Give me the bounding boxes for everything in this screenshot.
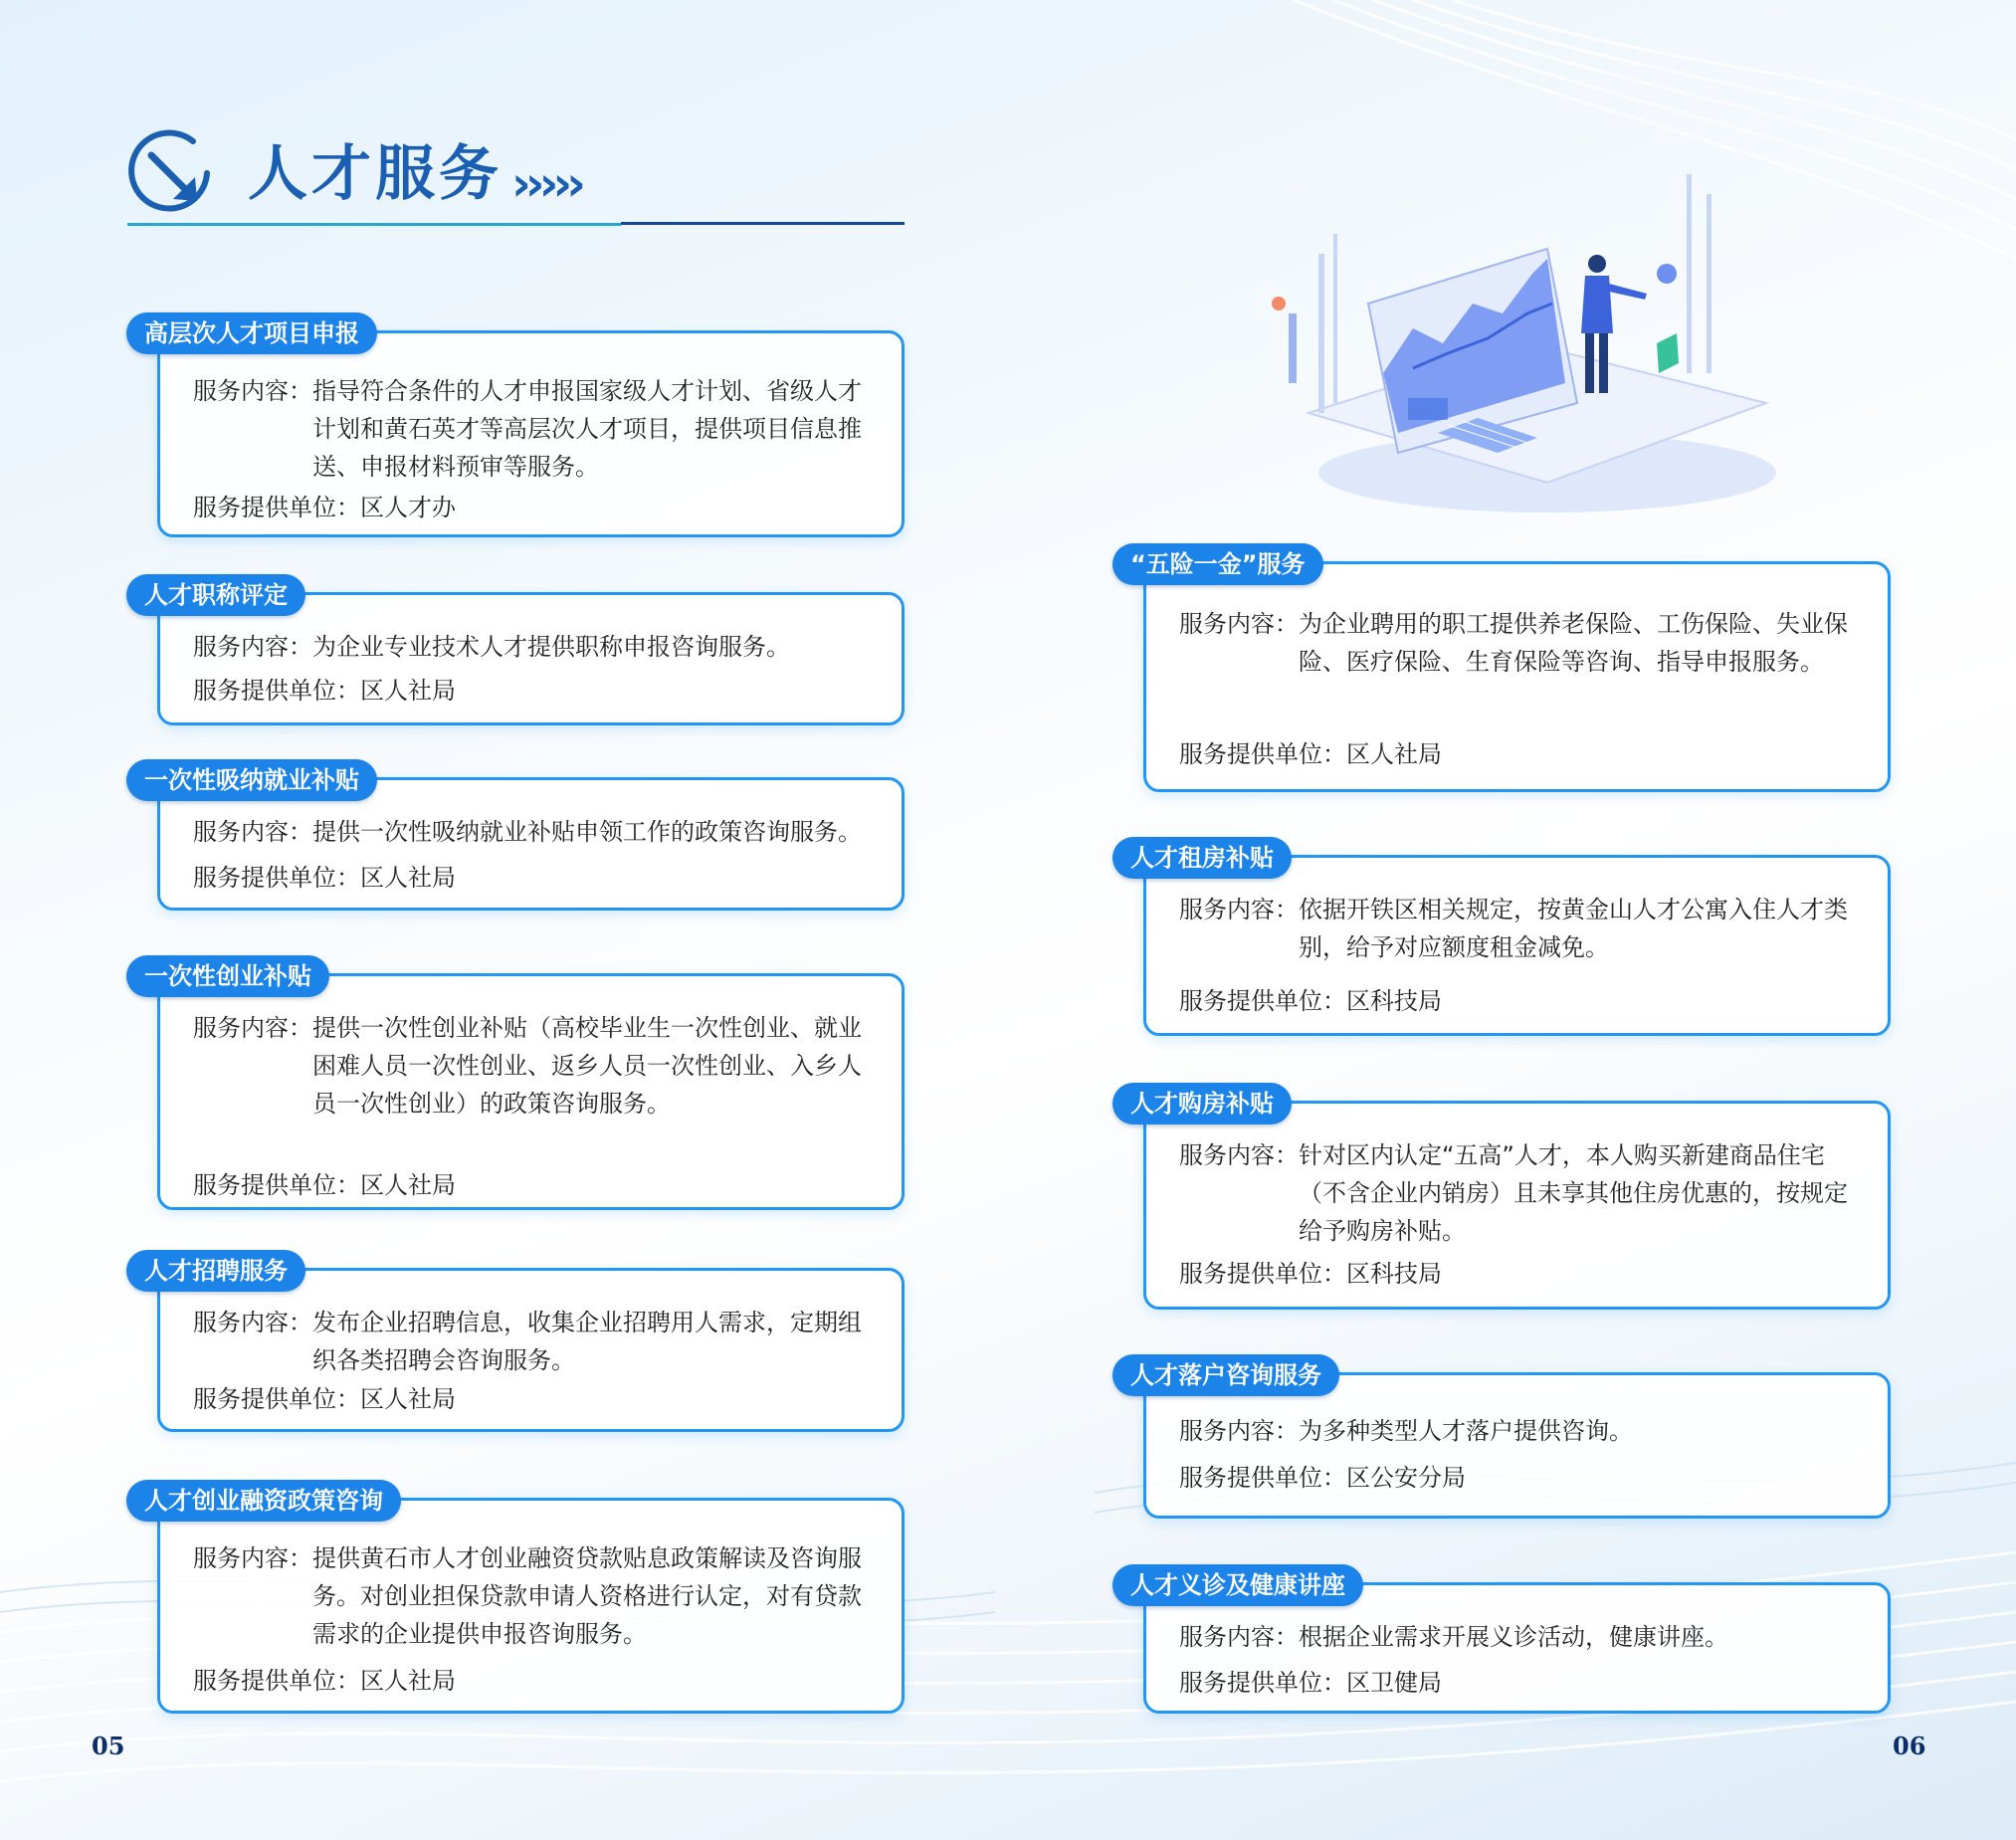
card-tag: 人才职称评定 bbox=[126, 574, 305, 616]
page-number-right: 06 bbox=[1893, 1732, 1926, 1760]
provider-label: 服务提供单位： bbox=[1179, 1464, 1346, 1492]
arrow-circle-icon bbox=[123, 127, 215, 219]
content-text: 发布企业招聘信息，收集企业招聘用人需求，定期组织各类招聘会咨询服务。 bbox=[312, 1309, 862, 1374]
provider-value: 区人才办 bbox=[360, 494, 456, 521]
provider-label: 服务提供单位： bbox=[193, 1171, 360, 1199]
content-label: 服务内容： bbox=[1179, 1141, 1299, 1169]
content-label: 服务内容： bbox=[1179, 1417, 1299, 1445]
provider-label: 服务提供单位： bbox=[193, 494, 360, 521]
service-card-free-clinic bbox=[1112, 1564, 1891, 1714]
provider-value: 区科技局 bbox=[1346, 987, 1442, 1015]
page-number-left: 05 bbox=[92, 1732, 125, 1760]
provider-value: 区人社局 bbox=[360, 864, 456, 892]
provider-value: 区人社局 bbox=[360, 677, 456, 705]
card-content bbox=[1179, 1412, 1871, 1450]
content-label: 服务内容： bbox=[193, 377, 312, 405]
provider-label: 服务提供单位： bbox=[193, 864, 360, 892]
service-card-rent-subsidy bbox=[1112, 837, 1891, 1036]
provider-row bbox=[1179, 1458, 1466, 1493]
chevron-decoration: ››››› bbox=[511, 156, 580, 212]
content-text: 依据开铁区相关规定，按黄金山人才公寓入住人才类别，给予对应额度租金减免。 bbox=[1299, 896, 1848, 961]
provider-row bbox=[193, 1379, 456, 1414]
content-text: 提供一次性创业补贴（高校毕业生一次性创业、就业困难人员一次性创业、返乡人员一次性创业、入乡人员一次性创业）的政策咨询服务。 bbox=[312, 1014, 862, 1118]
provider-row bbox=[1179, 981, 1442, 1016]
card-content bbox=[193, 1539, 885, 1653]
card-tag: 人才购房补贴 bbox=[1112, 1083, 1292, 1124]
card-tag: 高层次人才项目申报 bbox=[126, 312, 377, 354]
card-content bbox=[1179, 605, 1871, 681]
content-text: 指导符合条件的人才申报国家级人才计划、省级人才计划和黄石英才等高层次人才项目，提供项目信息推送、申报材料预审等服务。 bbox=[312, 377, 862, 481]
provider-row bbox=[193, 1165, 456, 1200]
service-card-recruitment bbox=[126, 1250, 905, 1432]
content-label: 服务内容： bbox=[193, 1014, 312, 1042]
content-label: 服务内容： bbox=[1179, 1623, 1299, 1651]
card-tag: 一次性吸纳就业补贴 bbox=[126, 759, 377, 801]
content-label: 服务内容： bbox=[1179, 610, 1299, 638]
provider-value: 区卫健局 bbox=[1346, 1669, 1442, 1697]
provider-row bbox=[193, 858, 456, 893]
content-text: 根据企业需求开展义诊活动，健康讲座。 bbox=[1299, 1623, 1728, 1651]
provider-label: 服务提供单位： bbox=[193, 1667, 360, 1695]
content-text: 提供一次性吸纳就业补贴申领工作的政策咨询服务。 bbox=[312, 818, 862, 846]
provider-label: 服务提供单位： bbox=[1179, 740, 1346, 768]
content-label: 服务内容： bbox=[193, 1544, 312, 1572]
content-label: 服务内容： bbox=[193, 633, 312, 661]
card-tag: 一次性创业补贴 bbox=[126, 955, 329, 997]
card-content bbox=[1179, 1136, 1871, 1250]
provider-row bbox=[1179, 734, 1442, 769]
content-label: 服务内容： bbox=[1179, 896, 1299, 923]
card-content bbox=[193, 813, 897, 851]
card-content bbox=[193, 1304, 885, 1379]
provider-value: 区人社局 bbox=[360, 1171, 456, 1199]
provider-value: 区人社局 bbox=[1346, 740, 1442, 768]
content-text: 为企业聘用的职工提供养老保险、工伤保险、失业保险、医疗保险、生育保险等咨询、指导申报服务。 bbox=[1299, 610, 1848, 676]
provider-value: 区科技局 bbox=[1346, 1260, 1442, 1288]
provider-row bbox=[193, 671, 456, 706]
content-text: 为企业专业技术人才提供职称申报咨询服务。 bbox=[312, 633, 790, 661]
card-tag: “五险一金”服务 bbox=[1112, 543, 1323, 585]
provider-label: 服务提供单位： bbox=[193, 677, 360, 705]
divider bbox=[621, 222, 905, 225]
card-content bbox=[193, 628, 885, 666]
provider-value: 区公安分局 bbox=[1346, 1464, 1466, 1492]
service-card-employment-subsidy bbox=[126, 759, 905, 911]
section-header bbox=[123, 127, 905, 227]
service-card-financing-consult bbox=[126, 1480, 905, 1714]
provider-label: 服务提供单位： bbox=[193, 1385, 360, 1413]
card-tag: 人才招聘服务 bbox=[126, 1250, 305, 1292]
content-text: 针对区内认定“五高”人才，本人购买新建商品住宅（不含企业内销房）且未享其他住房优惠的，按规定给予购房补贴。 bbox=[1299, 1141, 1848, 1245]
provider-row bbox=[1179, 1254, 1442, 1289]
provider-label: 服务提供单位： bbox=[1179, 987, 1346, 1015]
card-tag: 人才租房补贴 bbox=[1112, 837, 1292, 879]
content-label: 服务内容： bbox=[193, 1309, 312, 1336]
provider-row bbox=[193, 488, 456, 522]
card-tag: 人才创业融资政策咨询 bbox=[126, 1480, 401, 1522]
service-card-high-level-talent bbox=[126, 312, 905, 537]
card-content bbox=[1179, 1618, 1871, 1656]
card-tag: 人才落户咨询服务 bbox=[1112, 1354, 1339, 1396]
card-content bbox=[1179, 891, 1871, 966]
card-content bbox=[193, 372, 885, 486]
service-card-social-insurance bbox=[1112, 543, 1891, 792]
provider-value: 区人社局 bbox=[360, 1385, 456, 1413]
service-card-title-evaluation bbox=[126, 574, 905, 725]
content-text: 为多种类型人才落户提供咨询。 bbox=[1299, 1417, 1633, 1445]
service-card-household-registration bbox=[1112, 1354, 1891, 1519]
provider-label: 服务提供单位： bbox=[1179, 1669, 1346, 1697]
provider-row bbox=[1179, 1663, 1442, 1698]
card-tag: 人才义诊及健康讲座 bbox=[1112, 1564, 1363, 1606]
content-label: 服务内容： bbox=[193, 818, 312, 846]
service-card-startup-subsidy bbox=[126, 955, 905, 1210]
page-title: 人才服务 bbox=[248, 139, 503, 209]
card-content bbox=[193, 1009, 885, 1123]
provider-value: 区人社局 bbox=[360, 1667, 456, 1695]
content-text: 提供黄石市人才创业融资贷款贴息政策解读及咨询服务。对创业担保贷款申请人资格进行认定，对有贷款需求的企业提供申报咨询服务。 bbox=[312, 1544, 862, 1648]
provider-row bbox=[193, 1661, 456, 1696]
divider bbox=[127, 223, 621, 226]
dashboard-illustration bbox=[1249, 154, 1806, 512]
provider-label: 服务提供单位： bbox=[1179, 1260, 1346, 1288]
service-card-housing-subsidy bbox=[1112, 1083, 1891, 1310]
